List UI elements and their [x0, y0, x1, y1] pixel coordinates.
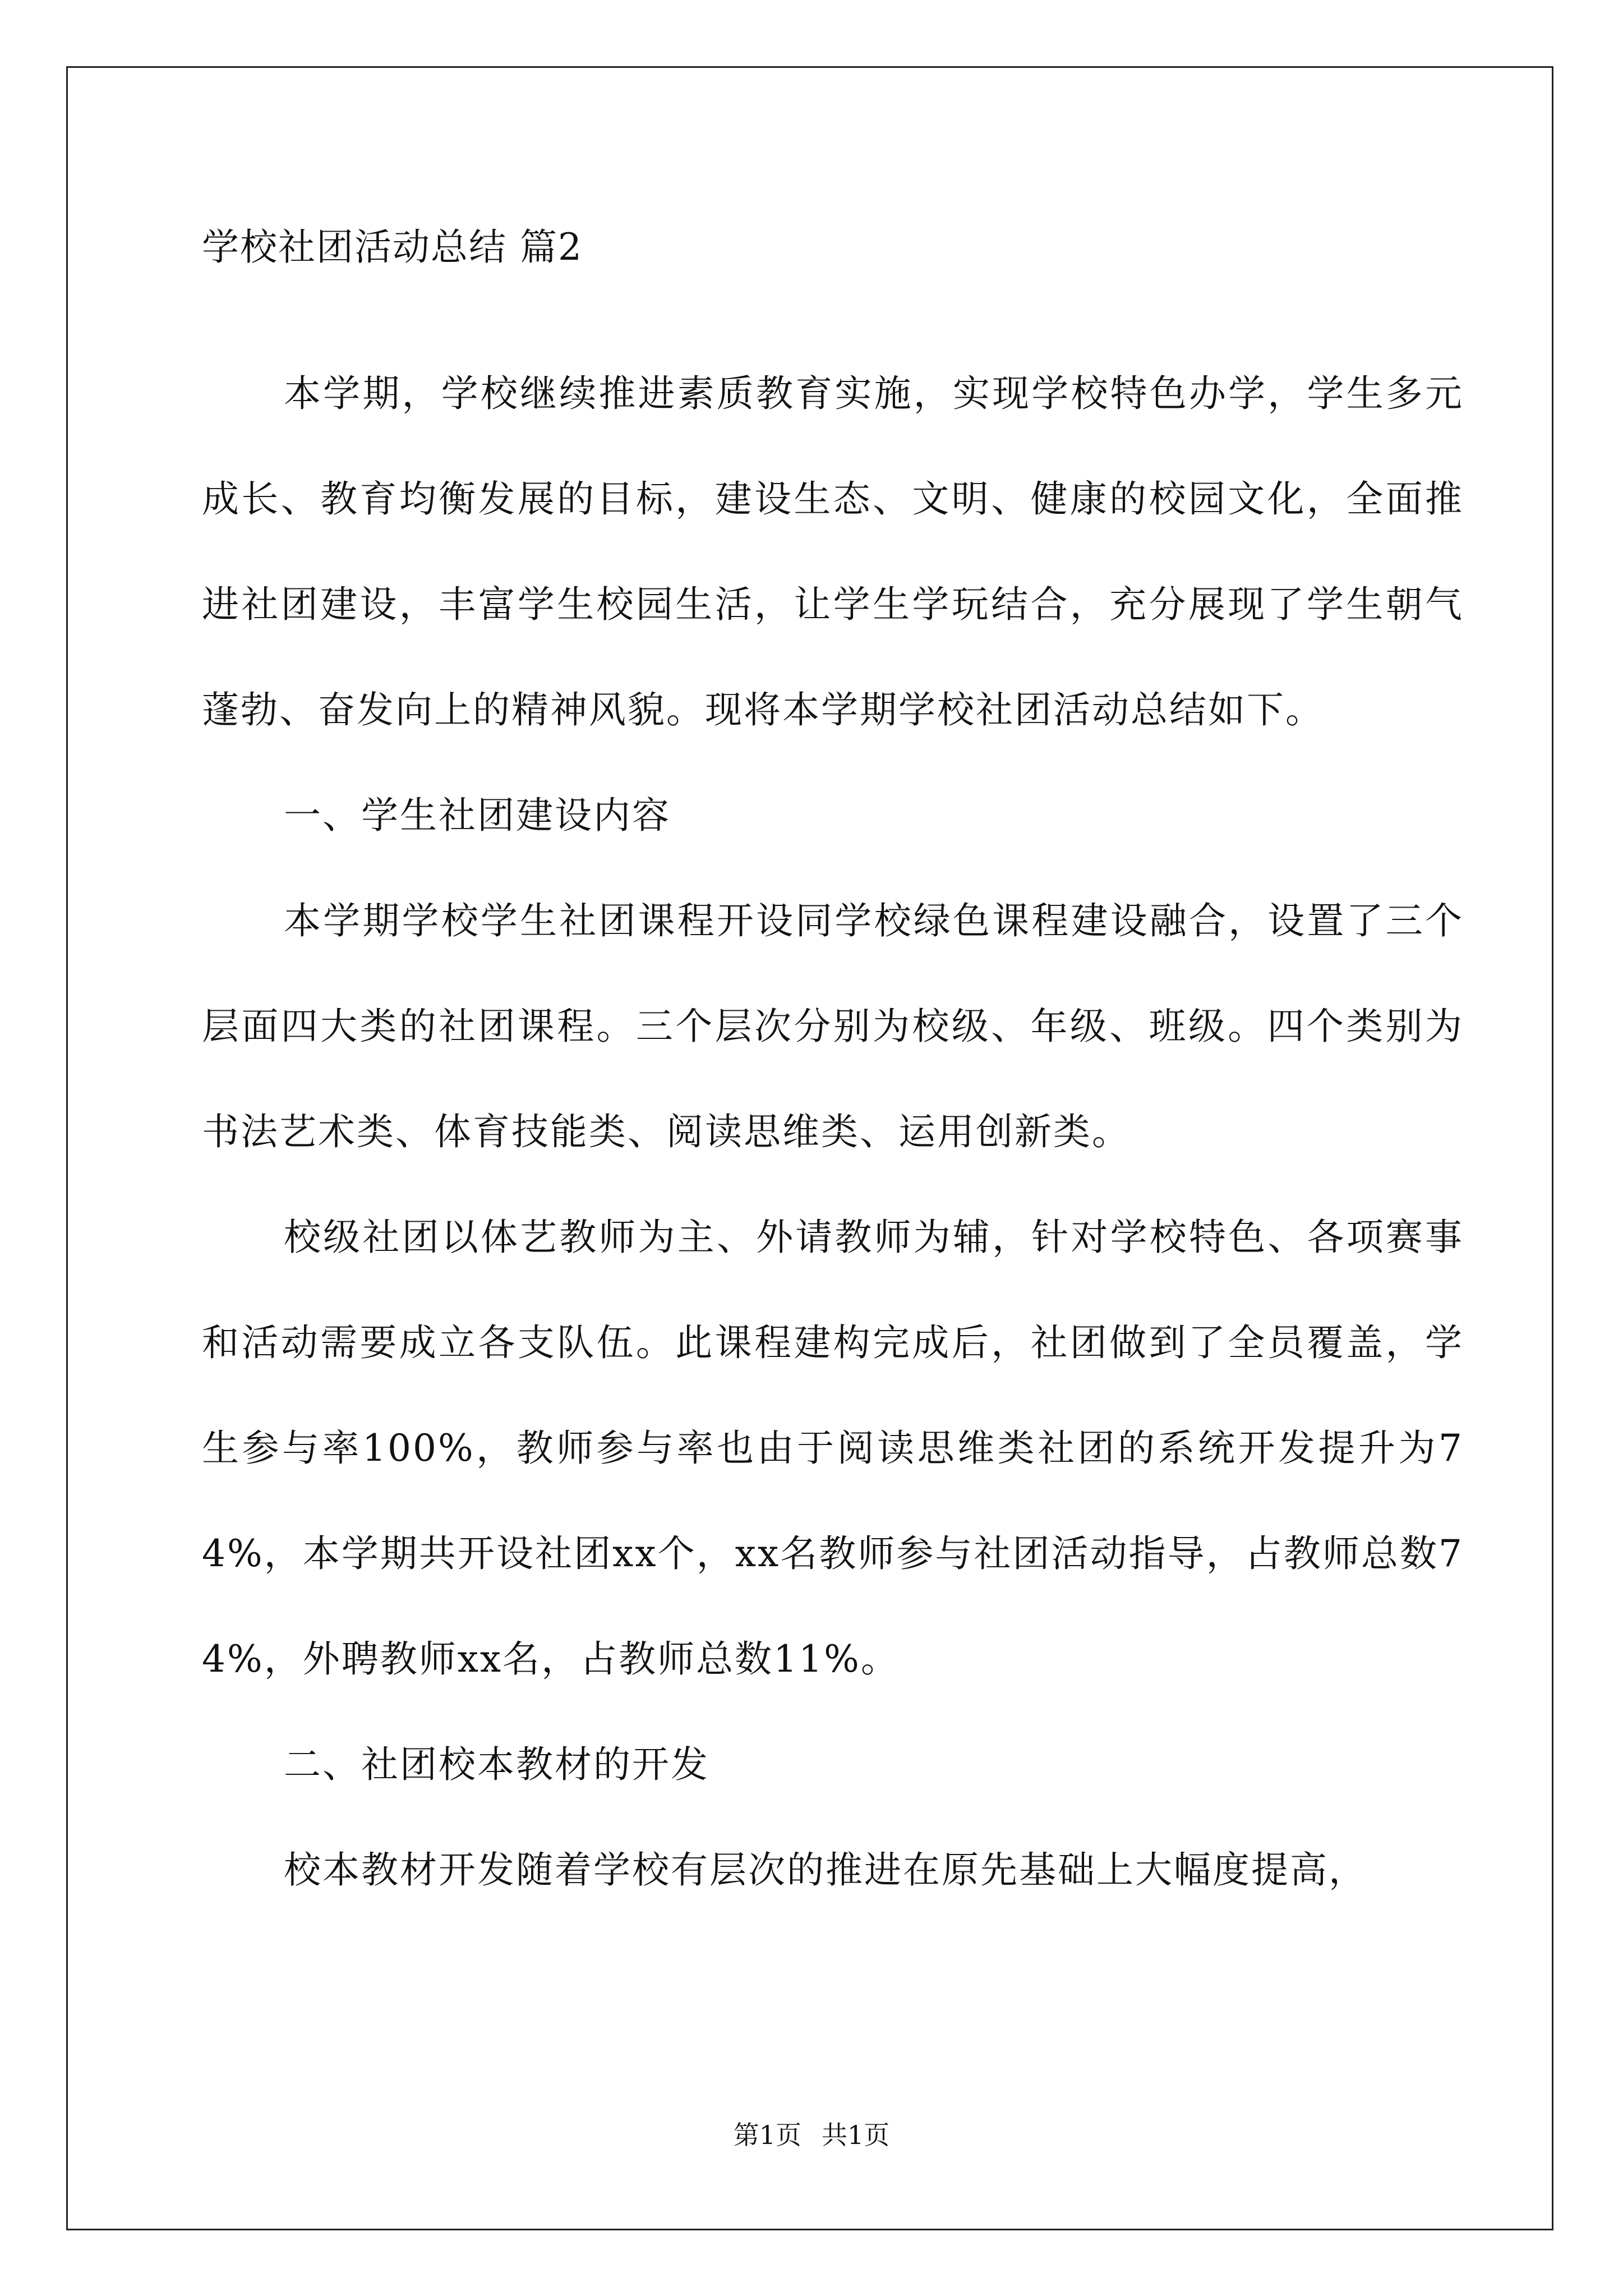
page-total: 共1页	[822, 2120, 890, 2150]
section-heading-1: 一、学生社团建设内容	[284, 794, 671, 837]
document-body	[202, 222, 1464, 1923]
paragraph-section-2a: 校本教材开发随着学校有层次的推进在原先基础上大幅度提高，	[284, 1848, 1367, 1892]
page-number: 第1页	[733, 2120, 801, 2150]
page-footer	[0, 2118, 1623, 2152]
paragraph-intro: 本学期，学校继续推进素质教育实施，实现学校特色办学，学生多元成长、教育均衡发展的目标，建设生态、文明、健康的校园文化，全面推进社团建设，丰富学生校园生活，让学生学玩结合，充分展现了学生朝气蓬勃、奋发向上的精神风貌。现将本学期学校社团活动总结如下。	[202, 372, 1464, 731]
paragraph-section-1a: 本学期学校学生社团课程开设同学校绿色课程建设融合，设置了三个层面四大类的社团课程。三个层次分别为校级、年级、班级。四个类别为书法艺术类、体育技能类、阅读思维类、运用创新类。	[202, 899, 1464, 1153]
document-title: 学校社团活动总结 篇2	[202, 226, 583, 269]
paragraph-section-1b: 校级社团以体艺教师为主、外请教师为辅，针对学校特色、各项赛事和活动需要成立各支队伍。此课程建构完成后，社团做到了全员覆盖，学生参与率100%，教师参与率也由于阅读思维类社团的系统开发提升为74%，本学期共开设社团xx个，xx名教师参与社团活动指导，占教师总数74%，外聘教师xx名，占教师总数11%。	[202, 1216, 1464, 1681]
section-heading-2: 二、社团校本教材的开发	[284, 1743, 709, 1786]
